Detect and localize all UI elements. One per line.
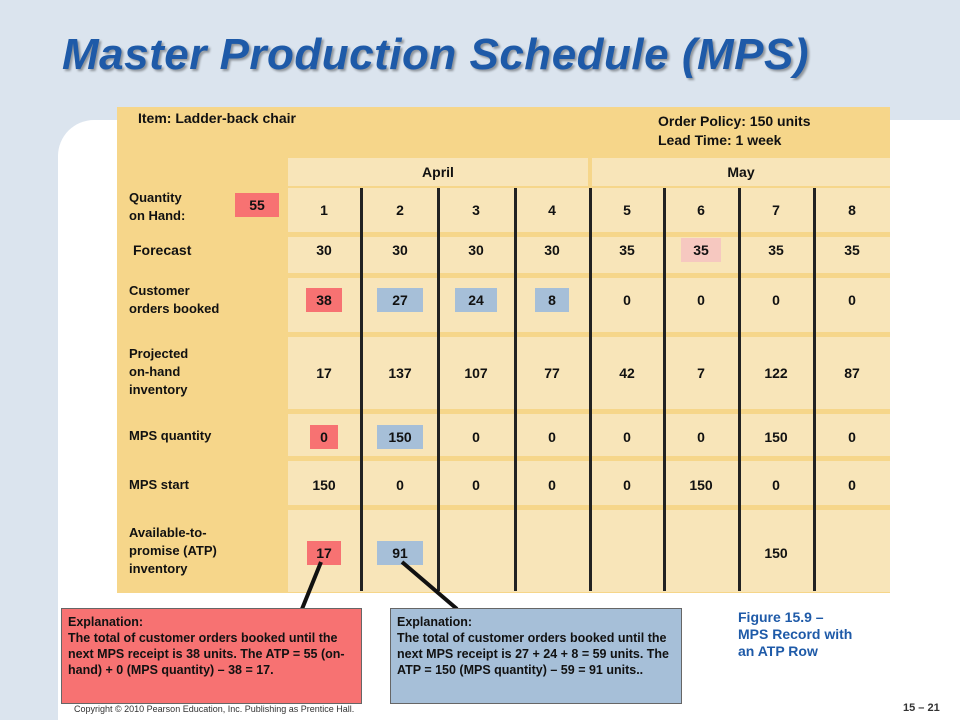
week-number: 1 [320, 202, 328, 218]
mps-start-label: MPS start [129, 477, 189, 492]
label-line: promise (ATP) [129, 543, 217, 558]
forecast-cell: 35 [681, 238, 721, 262]
connector-line-atp-week2 [402, 562, 457, 609]
label-line: inventory [129, 382, 188, 397]
forecast-cell: 30 [468, 242, 484, 258]
caption-line: MPS Record with [738, 626, 853, 642]
mps-quantity-cell: 0 [623, 429, 631, 445]
label-line: Available-to- [129, 525, 207, 540]
week-number: 8 [848, 202, 856, 218]
mps-quantity-cell: 0 [848, 429, 856, 445]
slide-title: Master Production Schedule (MPS) [62, 30, 809, 79]
projected-inventory-cell: 17 [316, 365, 332, 381]
forecast-cell: 30 [392, 242, 408, 258]
mps-quantity-cell: 150 [377, 425, 423, 449]
month-header-april: April [288, 158, 588, 186]
customer-orders-cell: 0 [848, 292, 856, 308]
connector-line-atp-week1 [302, 562, 321, 609]
mps-start-cell: 0 [472, 477, 480, 493]
atp-cell: 91 [377, 541, 423, 565]
mps-quantity-cell: 0 [548, 429, 556, 445]
label-line: on Hand: [129, 208, 186, 223]
label-line: Customer [129, 283, 190, 298]
quantity-on-hand-value: 55 [235, 193, 279, 217]
week-number: 6 [697, 202, 705, 218]
forecast-cell: 35 [619, 242, 635, 258]
label-line: inventory [129, 561, 188, 576]
customer-orders-cell: 24 [455, 288, 497, 312]
mps-quantity-cell: 0 [310, 425, 338, 449]
figure-caption [738, 609, 852, 660]
item-label: Item: Ladder-back chair [138, 110, 296, 126]
atp-cell: 150 [764, 545, 788, 561]
caption-line: an ATP Row [738, 643, 818, 659]
mps-start-cell: 0 [848, 477, 856, 493]
projected-inventory-cell: 107 [464, 365, 488, 381]
explanation-heading: Explanation: [397, 615, 473, 629]
projected-inventory-cell: 77 [544, 365, 560, 381]
customer-orders-cell: 27 [377, 288, 423, 312]
customer-orders-cell: 38 [306, 288, 342, 312]
forecast-cell: 30 [544, 242, 560, 258]
forecast-label: Forecast [133, 242, 192, 258]
week-number: 5 [623, 202, 631, 218]
projected-inventory-cell: 87 [844, 365, 860, 381]
customer-orders-cell: 0 [772, 292, 780, 308]
mps-quantity-label: MPS quantity [129, 428, 212, 443]
label-line: Projected [129, 346, 189, 361]
caption-line: Figure 15.9 – [738, 609, 824, 625]
mps-quantity-cell: 0 [472, 429, 480, 445]
explanation-box-1 [61, 608, 362, 704]
customer-orders-cell: 8 [535, 288, 569, 312]
week-number: 4 [548, 202, 556, 218]
forecast-cell: 35 [844, 242, 860, 258]
projected-inventory-cell: 122 [764, 365, 788, 381]
mps-start-cell: 0 [623, 477, 631, 493]
week-number: 3 [472, 202, 480, 218]
forecast-cell: 35 [768, 242, 784, 258]
week-number: 2 [396, 202, 404, 218]
explanation-text: The total of customer orders booked until the next MPS receipt is 38 units. The ATP = 55 (on-hand) + 0 (MPS quantity) – 38 = 17. [68, 631, 345, 677]
customer-orders-cell: 0 [623, 292, 631, 308]
projected-inventory-cell: 42 [619, 365, 635, 381]
explanation-heading: Explanation: [68, 615, 144, 629]
page-number: 15 – 21 [903, 702, 940, 714]
week-number: 7 [772, 202, 780, 218]
label-line: Quantity [129, 190, 182, 205]
mps-start-cell: 150 [312, 477, 336, 493]
forecast-cell: 30 [316, 242, 332, 258]
mps-quantity-cell: 0 [697, 429, 705, 445]
mps-start-cell: 0 [772, 477, 780, 493]
month-header-may: May [592, 158, 890, 186]
mps-start-cell: 0 [396, 477, 404, 493]
customer-orders-cell: 0 [697, 292, 705, 308]
explanation-text: The total of customer orders booked until the next MPS receipt is 27 + 24 + 8 = 59 units. The ATP = 150 (MPS quantity) – 59 = 91 units.. [397, 631, 669, 677]
atp-cell: 17 [307, 541, 341, 565]
explanation-box-2 [390, 608, 682, 704]
label-line: on-hand [129, 364, 181, 379]
mps-quantity-cell: 150 [764, 429, 788, 445]
mps-start-cell: 150 [689, 477, 713, 493]
label-line: orders booked [129, 301, 220, 316]
projected-inventory-cell: 137 [388, 365, 412, 381]
copyright-notice: Copyright © 2010 Pearson Education, Inc. Publishing as Prentice Hall. [74, 704, 355, 714]
projected-inventory-cell: 7 [697, 365, 705, 381]
lead-time: Lead Time: 1 week [658, 132, 782, 148]
order-policy: Order Policy: 150 units [658, 113, 811, 129]
mps-start-cell: 0 [548, 477, 556, 493]
